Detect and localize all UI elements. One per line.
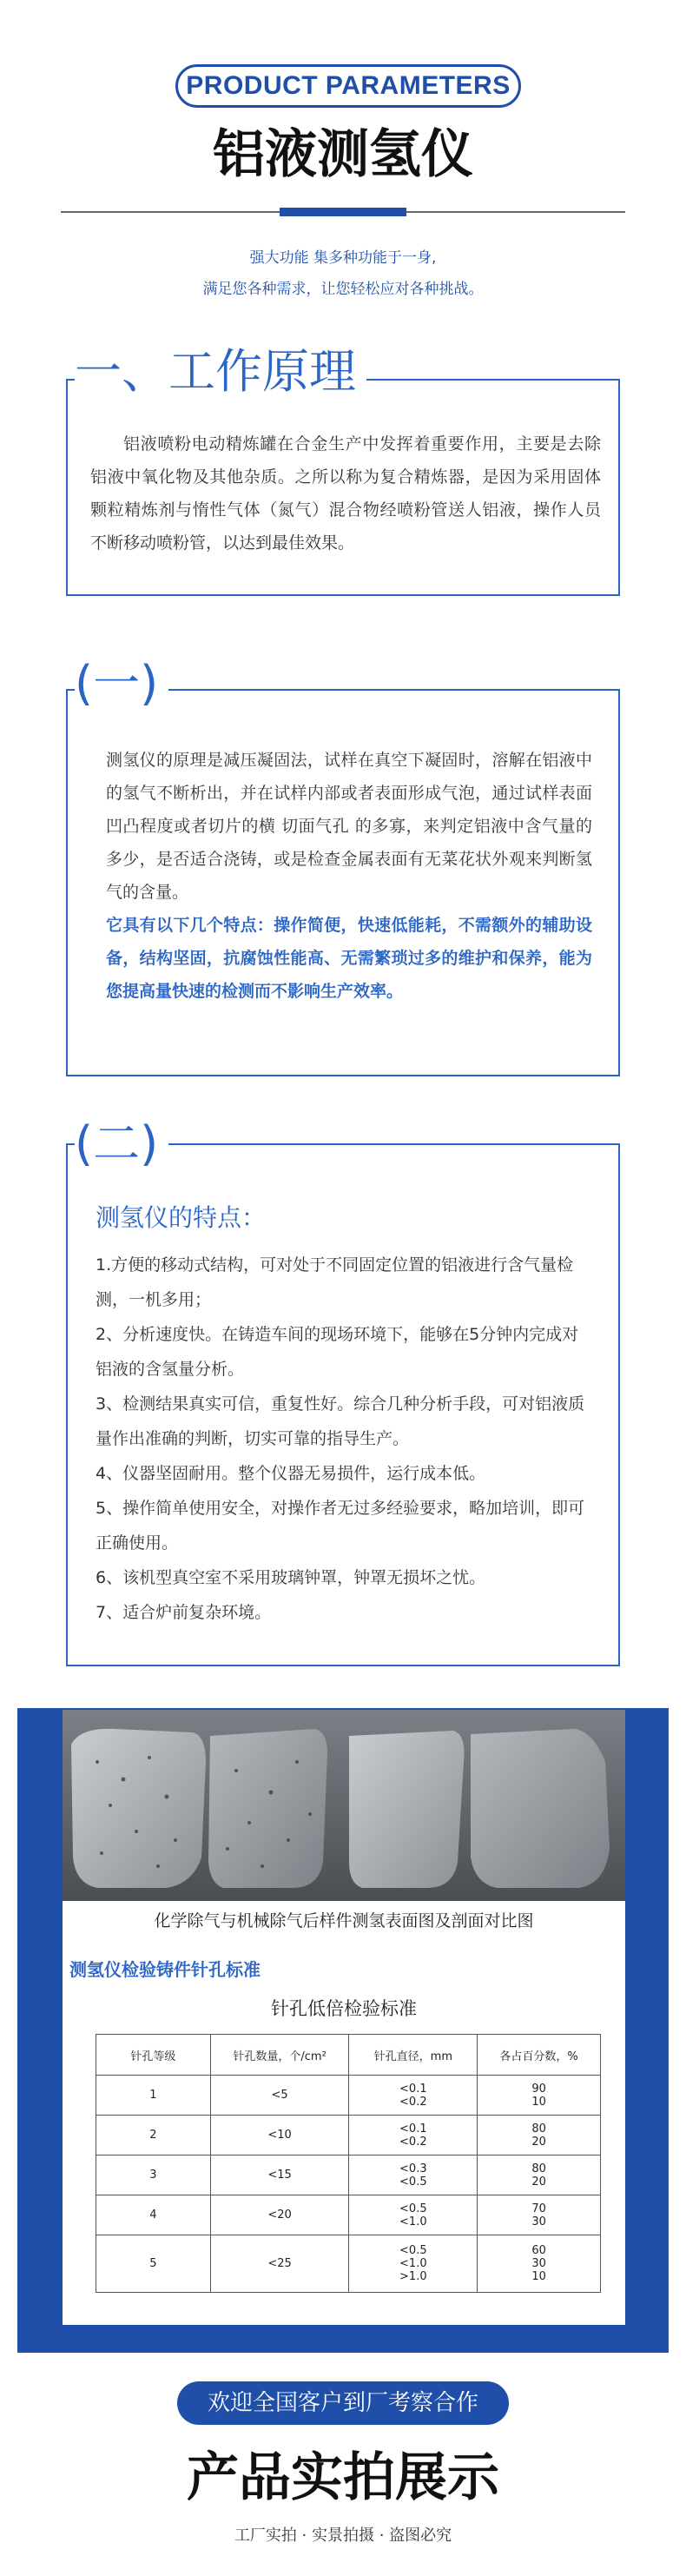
grade-cell: 2 [96,2116,211,2155]
column-header-grade: 针孔等级 [96,2035,211,2076]
feature-item: 6、该机型真空室不采用玻璃钟罩，钟罩无损坏之忧。 [96,1568,486,1587]
table-row [96,2235,601,2293]
feature-item: 2、分析速度快。在铸造车间的现场环境下，能够在5分钟内完成对铝液的含氢量分析。 [96,1325,579,1379]
pinhole-standard-label: 测氢仪检验铸件针孔标准 [69,1959,261,1980]
feature-item: 7、适合炉前复杂环境。 [96,1603,272,1622]
percent-value: 90 [531,2082,546,2096]
percent-cell [478,2076,601,2116]
percent-value: 60 [531,2244,546,2257]
principle-paragraph [90,427,601,560]
tagline-line-2: 满足您各种需求，让您轻松应对各种挑战。 [202,281,484,298]
table-row [96,2195,601,2235]
diameter-value: >1.0 [399,2270,427,2283]
feature-item: 1.方便的移动式结构，可对处于不同固定位置的铝液进行含气量检测，一机多用； [96,1255,574,1309]
aluminum-samples-image [63,1710,625,1901]
percent-cell [478,2155,601,2195]
pinhole-standard-table [96,2034,601,2293]
count-cell: <10 [210,2116,349,2155]
count-cell: <5 [210,2076,349,2116]
product-parameters-badge: PRODUCT PARAMETERS [175,64,521,108]
grade-cell: 1 [96,2076,211,2116]
showcase-subtitle: 工厂实拍 · 实景拍摄 · 盗图必究 [234,2526,452,2545]
percent-cell [478,2235,601,2293]
feature-item: 3、检测结果真实可信，重复性好。综合几种分析手段，可对铝液质量作出准确的判断，切实可靠的指导生产。 [96,1394,585,1448]
section-one-text: 测氢仪的原理是减压凝固法，试样在真空下凝固时，溶解在铝液中的氢气不断析出，并在试样内部或者表面形成气泡，通过试样表面凹凸程度或者切片的横 切面气孔 的多寡，来判定铝液中含气量的多少，是否适合浇铸，或是检查金属表面有无菜花状外观来判断氢气的含量。 [106,751,592,902]
grade-cell: 3 [96,2155,211,2195]
count-cell: <15 [210,2155,349,2195]
diameter-value: <0.1 [399,2122,427,2136]
column-header-count: 针孔数量，个/cm² [210,2035,349,2076]
diameter-value: <0.2 [399,2135,427,2149]
showcase-title: 产品实拍展示 [187,2447,499,2508]
percent-value: 20 [531,2175,546,2189]
column-header-percent: 各占百分数，% [478,2035,601,2076]
pinhole-table-title: 针孔低倍检验标准 [271,1998,417,2019]
percent-value: 70 [531,2202,546,2215]
percent-value: 10 [531,2095,546,2109]
percent-cell [478,2195,601,2235]
diameter-cell [349,2195,478,2235]
percent-value: 20 [531,2135,546,2149]
section-two-heading: (二) [75,1114,168,1175]
diameter-cell [349,2235,478,2293]
diameter-value: <0.2 [399,2095,427,2109]
diameter-value: <0.5 [399,2175,427,2189]
count-cell: <20 [210,2195,349,2235]
diameter-value: <0.3 [399,2162,427,2175]
section-two-subheading: 测氢仪的特点： [96,1203,267,1232]
percent-value: 30 [531,2215,546,2228]
tagline-line-1: 强大功能 集多种功能于一身, [249,249,437,267]
page-title: 铝液测氢仪 [213,124,473,185]
comparison-caption: 化学除气与机械除气后样件测氢表面图及剖面对比图 [154,1911,534,1930]
count-cell: <25 [210,2235,349,2293]
section-one-highlight: 它具有以下几个特点：操作简便，快速低能耗，不需额外的辅助设备，结构坚固，抗腐蚀性能高、无需繁琐过多的维护和保养，能为您提高量快速的检测而不影响生产效率。 [106,916,592,1001]
table-row [96,2076,601,2116]
feature-item: 4、仪器坚固耐用。整个仪器无易损件，运行成本低。 [96,1464,486,1483]
features-list [96,1248,592,1630]
title-divider-accent [280,208,406,216]
percent-value: 80 [531,2162,546,2175]
diameter-cell [349,2155,478,2195]
diameter-value: <1.0 [399,2215,427,2228]
sample-comparison-photo [63,1710,625,1901]
grade-cell: 5 [96,2235,211,2293]
diameter-value: <0.5 [399,2202,427,2215]
diameter-value: <1.0 [399,2257,427,2270]
percent-cell [478,2116,601,2155]
percent-value: 30 [531,2257,546,2270]
diameter-value: <0.1 [399,2082,427,2096]
section-one-heading: (一) [75,653,168,714]
welcome-banner: 欢迎全国客户到厂考察合作 [177,2381,509,2425]
principle-text: 铝液喷粉电动精炼罐在合金生产中发挥着重要作用，主要是去除铝液中氧化物及其他杂质。之所以称为复合精炼器，是因为采用固体颗粒精炼剂与惰性气体（氮气）混合物经喷粉管送人铝液，操作人员不断移动喷粉管，以达到最佳效果。 [90,434,601,553]
table-row [96,2155,601,2195]
diameter-cell [349,2076,478,2116]
diameter-cell [349,2116,478,2155]
feature-item: 5、操作简单使用安全，对操作者无过多经验要求，略加培训，即可正确使用。 [96,1499,585,1553]
section-one-paragraph [106,744,592,1008]
diameter-value: <0.5 [399,2244,427,2257]
principle-heading: 一、工作原理 [75,341,366,402]
grade-cell: 4 [96,2195,211,2235]
column-header-diameter: 针孔直径，mm [349,2035,478,2076]
percent-value: 10 [531,2270,546,2283]
percent-value: 80 [531,2122,546,2136]
table-row [96,2116,601,2155]
table-header-row [96,2035,601,2076]
